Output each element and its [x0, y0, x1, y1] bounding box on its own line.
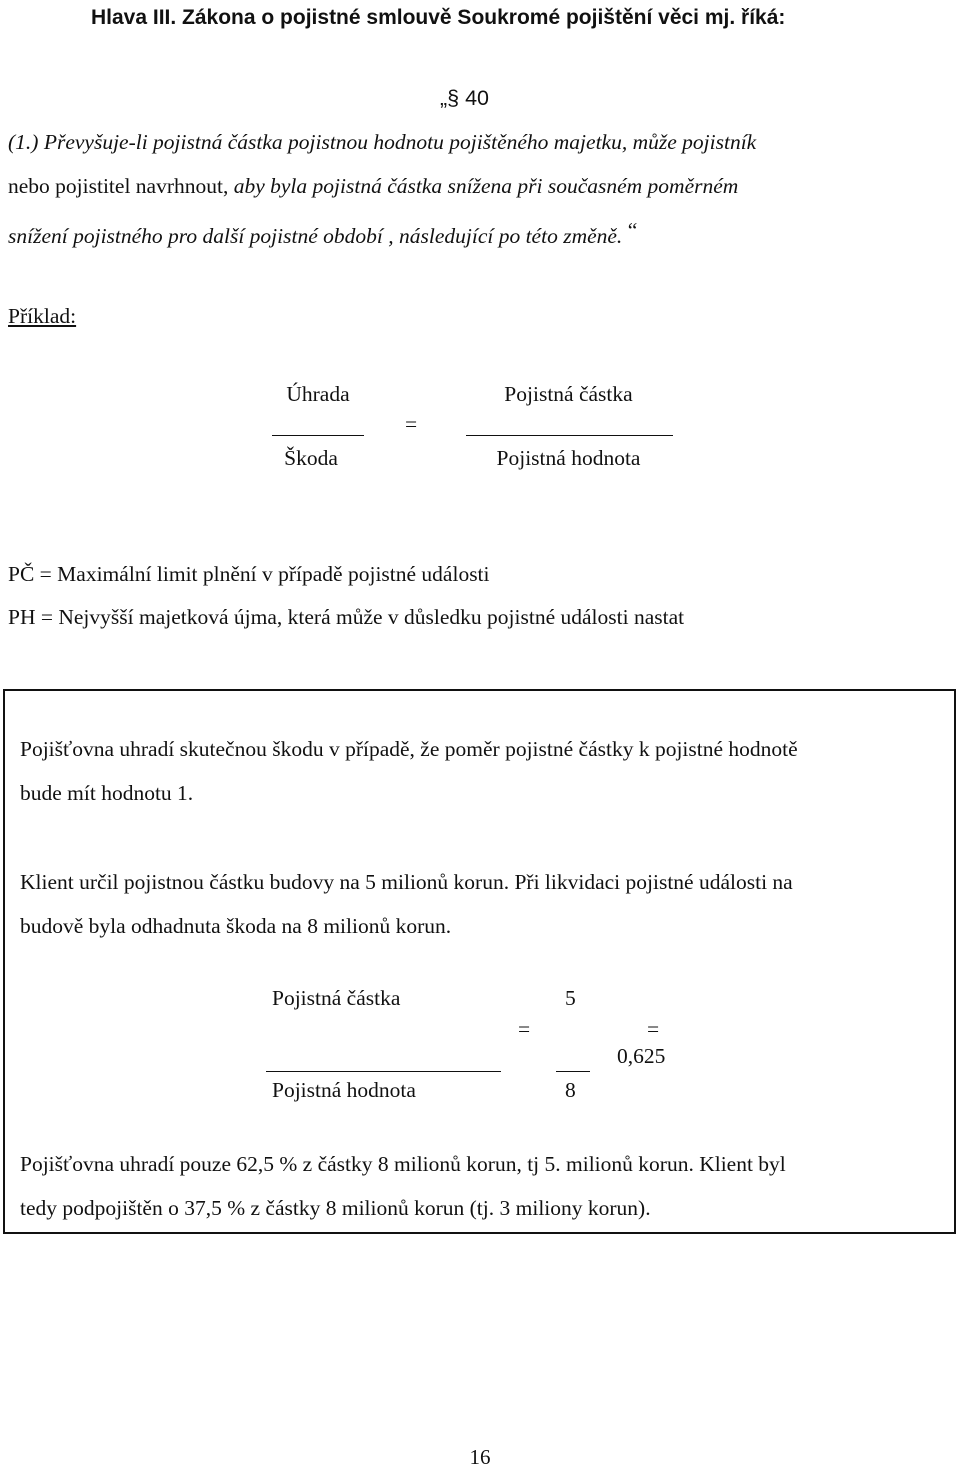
page-heading: Hlava III. Zákona o pojistné smlouvě Soukromé pojištění věci mj. říká:	[91, 6, 786, 29]
quote-line-1: (1.) Převyšuje-li pojistná částka pojistnou hodnotu pojištěného majetku, může pojistník	[8, 130, 757, 154]
formula1-equals: =	[405, 412, 418, 436]
formula1-right-numerator: Pojistná částka	[504, 382, 633, 406]
formula1-right-denominator: Pojistná hodnota	[496, 446, 641, 470]
formula2-label-fraction-bar	[266, 1071, 501, 1072]
example-label: Příklad:	[8, 304, 77, 328]
box-paragraph-1: Pojišťovna uhradí skutečnou škodu v případě, že poměr pojistné částky k pojistné hodnotě bude mít hodnotu 1.	[20, 737, 798, 805]
formula1-left-numerator: Úhrada	[286, 382, 350, 406]
example-box	[3, 689, 956, 1234]
quote-line-3: snížení pojistného pro další pojistné období , následující po této změně. “	[8, 218, 638, 248]
formula2-result: 0,625	[617, 1044, 666, 1068]
box-paragraph-2: Klient určil pojistnou částku budovy na 5 milionů korun. Při likvidaci pojistné události na budově byla odhadnuta škoda na 8 milionů korun.	[20, 870, 793, 938]
box-paragraph-3: Pojišťovna uhradí pouze 62,5 % z částky 8 milionů korun, tj 5. milionů korun. Klient byl tedy podpojištěn o 37,5 % z částky 8 milionů korun (tj. 3 miliony korun).	[20, 1152, 786, 1220]
formula2-value-fraction-bar	[556, 1071, 590, 1072]
formula2-denominator-label: Pojistná hodnota	[272, 1078, 416, 1102]
section-mark: „§ 40	[440, 86, 490, 110]
definition-ph: PH = Nejvyšší majetková újma, která může v důsledku pojistné události nastat	[8, 605, 685, 629]
formula2-equals-1: =	[518, 1017, 531, 1041]
page-number: 16	[469, 1445, 491, 1469]
definition-pc: PČ = Maximální limit plnění v případě pojistné události	[8, 562, 490, 586]
law-quote	[8, 76, 948, 258]
formula1-right-fraction-bar	[466, 435, 673, 436]
formula2-denominator-value: 8	[565, 1078, 576, 1102]
formula2-numerator-label: Pojistná částka	[272, 986, 401, 1010]
formula1-left-fraction-bar	[272, 435, 364, 436]
formula2-equals-2: =	[647, 1017, 660, 1041]
quote-line-2: nebo pojistitel navrhnout, aby byla pojistná částka snížena při současném poměrném	[8, 174, 739, 198]
formula1-left-denominator: Škoda	[284, 446, 338, 470]
formula2-numerator-value: 5	[565, 986, 576, 1010]
